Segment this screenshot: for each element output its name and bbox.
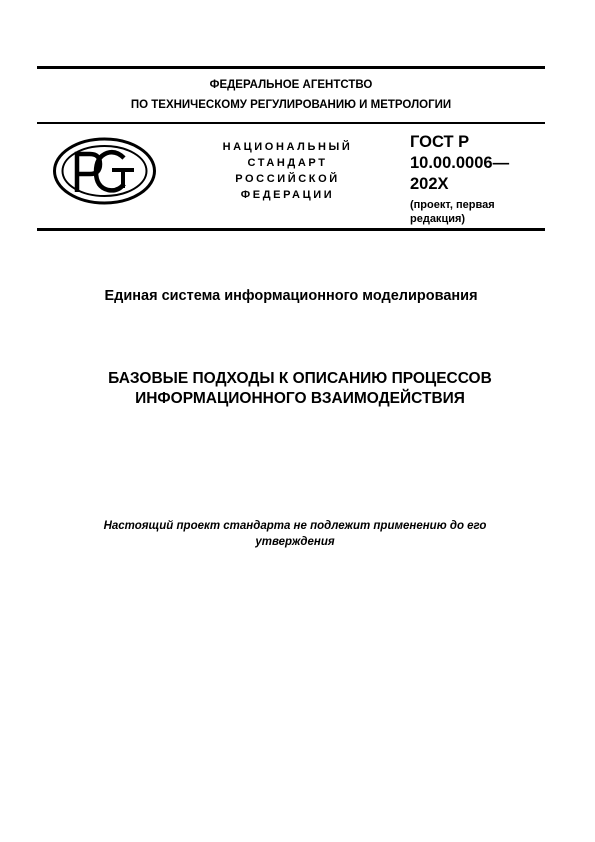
draft-edition-note — [410, 198, 545, 226]
draft-edition-line1: (проект, первая — [410, 199, 495, 211]
national-standard-line4: ФЕДЕРАЦИИ — [240, 189, 335, 201]
designation-line3: 202Х — [410, 175, 449, 193]
draft-applicability-note — [60, 518, 530, 550]
document-title-line1: БАЗОВЫЕ ПОДХОДЫ К ОПИСАНИЮ ПРОЦЕССОВ — [108, 370, 492, 387]
national-standard-line3: РОССИЙСКОЙ — [235, 173, 340, 185]
middle-rule — [37, 122, 545, 124]
system-title: Единая система информационного моделирования — [104, 288, 478, 304]
bottom-rule — [37, 228, 545, 231]
top-rule — [37, 66, 545, 69]
draft-note-line1: Настоящий проект стандарта не подлежит применению до его — [103, 520, 487, 532]
national-standard-line1: НАЦИОНАЛЬНЫЙ — [222, 141, 353, 153]
national-standard-label — [205, 139, 370, 203]
gost-r-logo-icon — [52, 136, 157, 206]
agency-name-line1: ФЕДЕРАЛЬНОЕ АГЕНТСТВО — [209, 79, 373, 91]
draft-note-line2: утверждения — [255, 536, 335, 548]
draft-edition-line2: редакция) — [410, 213, 466, 225]
document-title-line2: ИНФОРМАЦИОННОГО ВЗАИМОДЕЙСТВИЯ — [135, 390, 465, 407]
standard-designation — [410, 132, 550, 195]
document-title — [60, 369, 540, 409]
designation-line1: ГОСТ Р — [410, 133, 470, 151]
agency-name-line2: ПО ТЕХНИЧЕСКОМУ РЕГУЛИРОВАНИЮ И МЕТРОЛОГИИ — [130, 99, 452, 111]
national-standard-line2: СТАНДАРТ — [247, 157, 328, 169]
designation-line2: 10.00.0006— — [410, 154, 510, 172]
